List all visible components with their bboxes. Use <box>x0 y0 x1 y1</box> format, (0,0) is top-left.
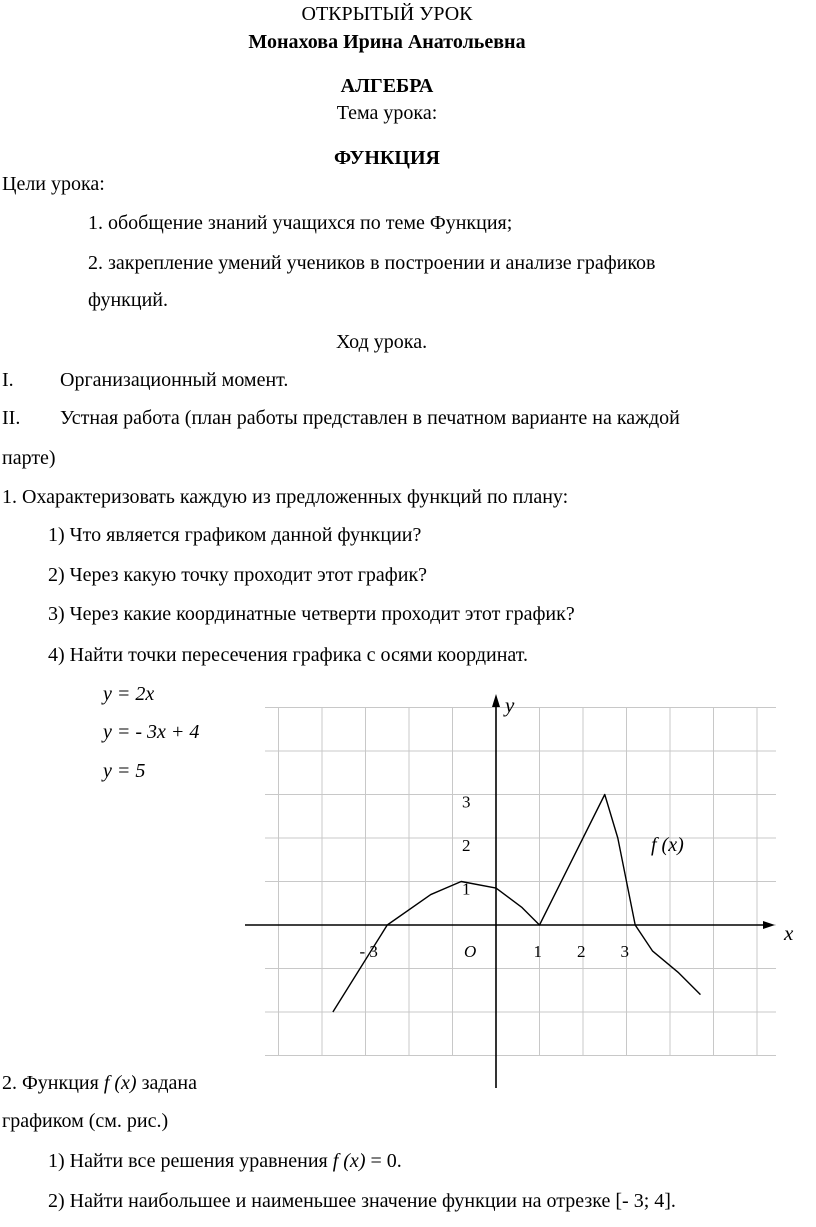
x-tick-label: 3 <box>620 942 629 961</box>
task-2-title-part-1: 2. Функция <box>2 1072 104 1094</box>
task-2-question-1-function: f (x) <box>332 1150 366 1172</box>
step-2-continued: парте) <box>2 447 56 469</box>
task-1-question-4: 4) Найти точки пересечения графика с осями координат. <box>48 644 529 666</box>
topic-label: Тема урока: <box>336 102 438 124</box>
x-tick-label: - 3 <box>359 942 378 961</box>
task-2-title-part-2: задана <box>136 1072 198 1094</box>
topic-title: ФУНКЦИЯ <box>334 147 440 169</box>
x-tick-label: 2 <box>577 942 586 961</box>
step-1-number: I. <box>2 369 14 391</box>
grid <box>265 708 776 1056</box>
x-tick-label: 1 <box>533 942 542 961</box>
x-axis-arrow <box>763 921 775 929</box>
series-label: f (x) <box>651 834 684 856</box>
author-name: Монахова Ирина Анатольевна <box>248 31 526 53</box>
task-2-question-1 <box>48 1149 402 1173</box>
task-1-question-3: 3) Через какие координатные четверти проходит этот график? <box>48 603 575 625</box>
axes <box>245 694 775 1088</box>
task-1-question-1: 1) Что является графиком данной функции? <box>48 524 422 546</box>
goal-item-1: 1. обобщение знаний учащихся по теме Функция; <box>88 212 513 234</box>
series-line <box>333 792 701 1013</box>
function-formula-1: y = 2x <box>103 683 155 705</box>
goal-item-2-continued: функций. <box>88 289 168 311</box>
task-2-question-2: 2) Найти наибольшее и наименьшее значение функции на отрезке [- 3; 4]. <box>48 1190 676 1212</box>
function-formula-2: y = - 3x + 4 <box>103 721 200 743</box>
task-2-title-continued: графиком (см. рис.) <box>2 1110 169 1132</box>
y-tick-label: 3 <box>462 792 471 812</box>
goal-item-2: 2. закрепление умений учеников в построении и анализе графиков <box>88 252 656 274</box>
x-axis-label: x <box>784 921 794 945</box>
header-line: ОТКРЫТЫЙ УРОК <box>301 3 473 25</box>
step-2-number: II. <box>2 407 21 429</box>
function-formula-3: y = 5 <box>103 760 146 782</box>
origin-label: O <box>464 942 477 961</box>
course-title: Ход урока. <box>336 331 428 353</box>
goals-label: Цели урока: <box>2 173 105 195</box>
y-axis-arrow <box>492 694 500 707</box>
task-2-question-1-part-1: 1) Найти все решения уравнения <box>48 1150 333 1172</box>
series-layer <box>333 792 701 1013</box>
task-2-function-name: f (x) <box>103 1072 137 1094</box>
step-2-text: Устная работа (план работы представлен в печатном варианте на каждой <box>60 407 680 429</box>
task-1-title: 1. Охарактеризовать каждую из предложенных функций по плану: <box>2 486 569 508</box>
task-1-question-2: 2) Через какую точку проходит этот график? <box>48 564 428 586</box>
step-1-text: Организационный момент. <box>60 369 289 391</box>
y-tick-label: 2 <box>462 836 471 855</box>
y-tick-label: 1 <box>462 879 471 899</box>
task-2-title <box>2 1071 197 1095</box>
y-axis-label: y <box>505 693 515 717</box>
subject-title: АЛГЕБРА <box>340 75 434 97</box>
label-layer <box>360 693 795 961</box>
task-2-question-1-part-2: = 0. <box>365 1150 402 1172</box>
